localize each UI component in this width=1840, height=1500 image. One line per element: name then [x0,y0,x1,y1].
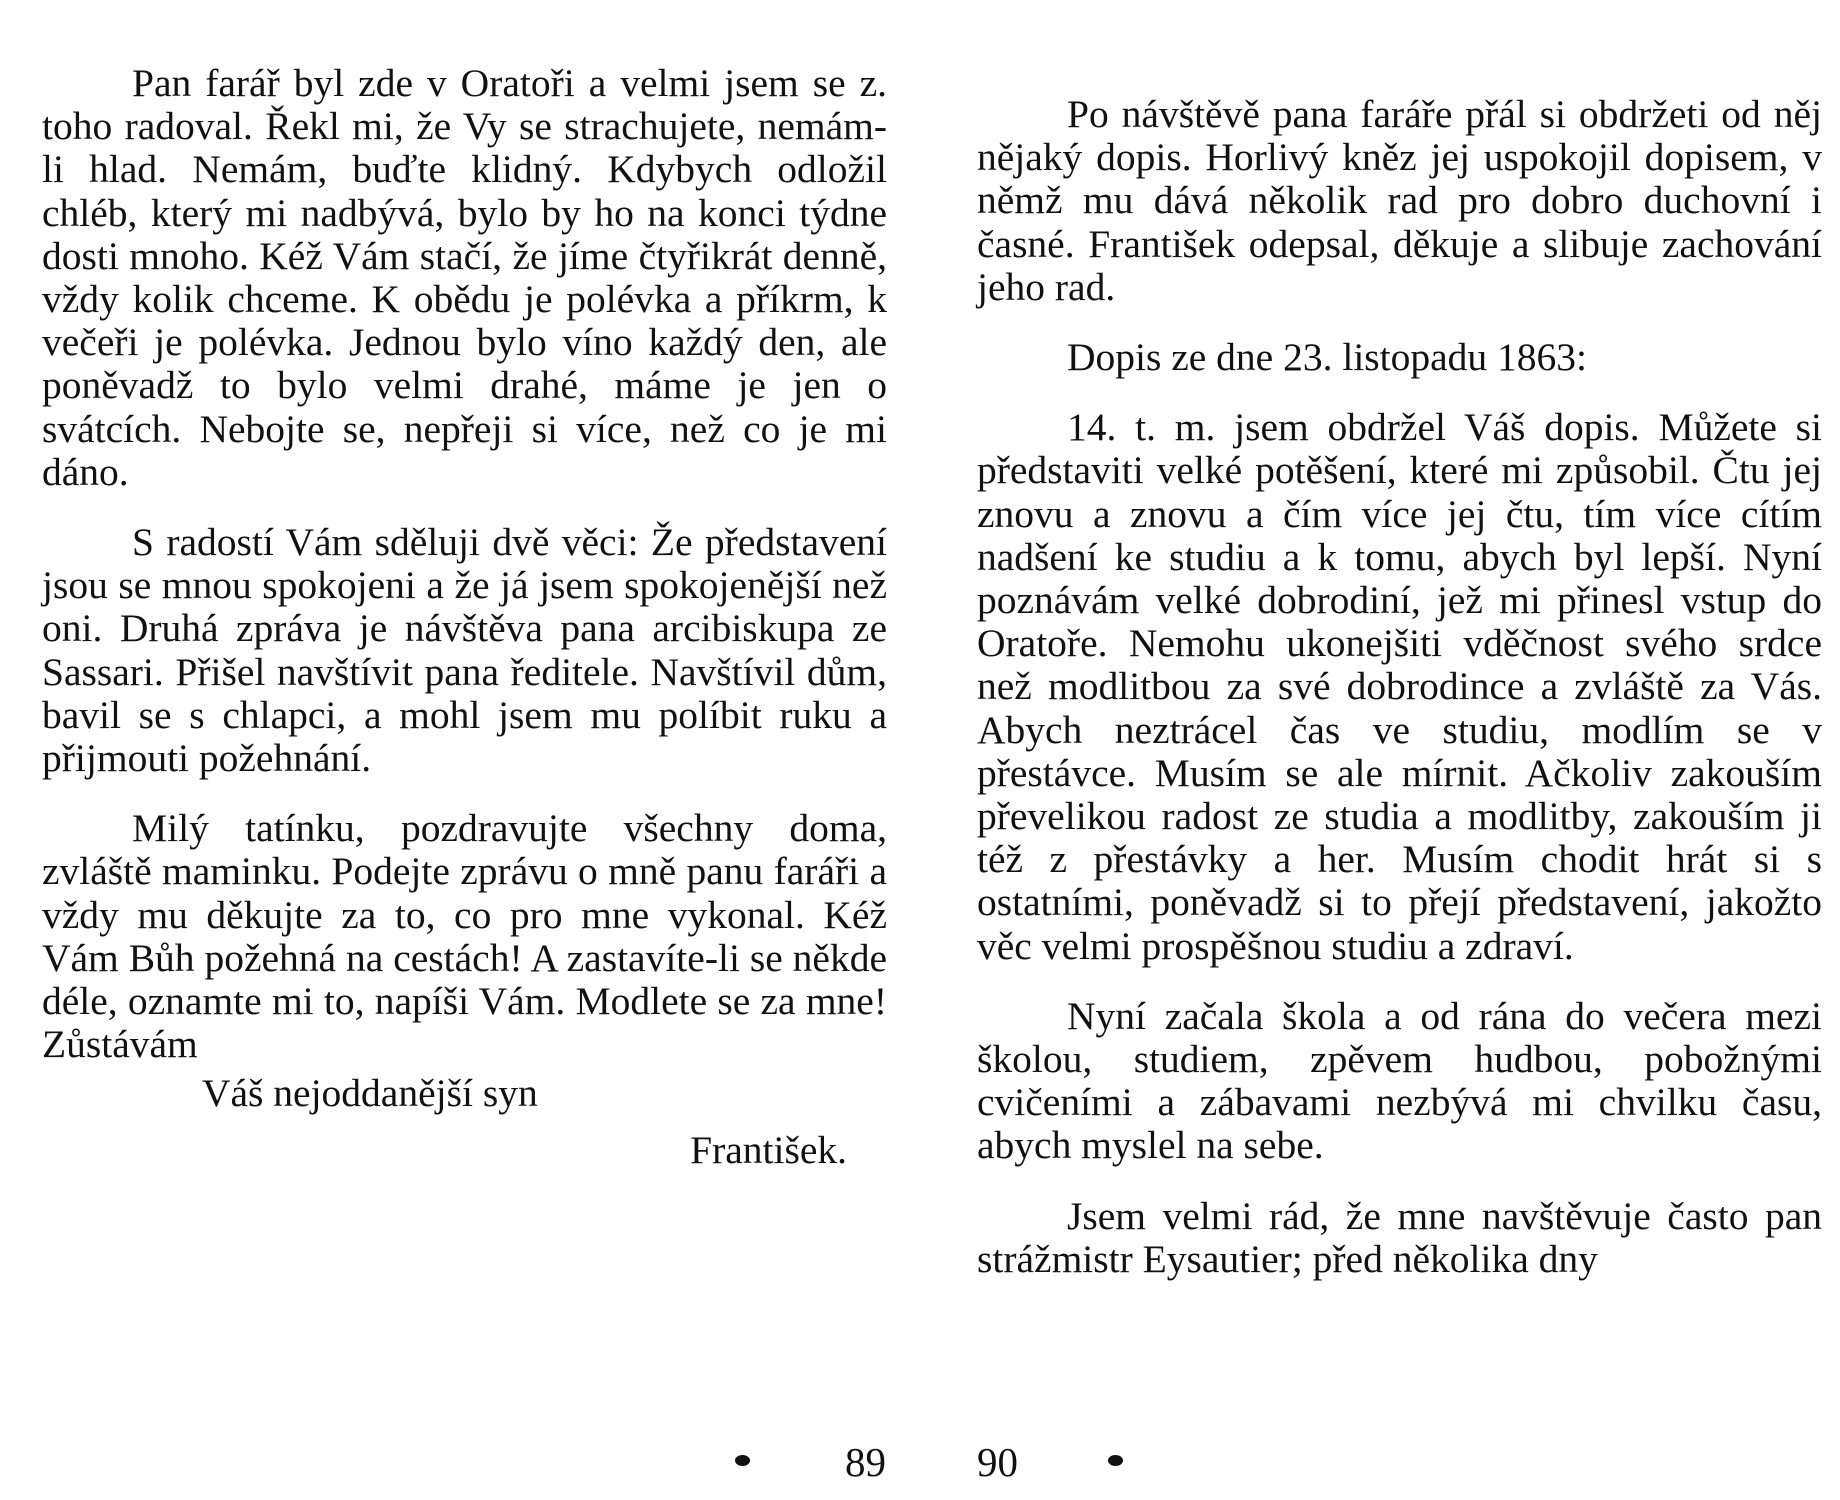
left-page-bullet-mark [735,1455,750,1466]
right-paragraph-1: Po návštěvě pana faráře přál si obdržeti od něj nějaký dopis. Horlivý kněz jej uspokojil dopisem, v němž mu dává několik rad pro dobro duchovní i časné. František odepsal, děkuje a slibuje zachování jeho rad. [977,92,1822,309]
letter-date-heading: Dopis ze dne 23. listopadu 1863: [1067,335,1588,380]
right-page [977,93,1822,1308]
left-paragraph-2: S radostí Vám sděluji dvě věci: Že představení jsou se mnou spokojeni a že já jsem spokojenější než oni. Druhá zpráva je návštěva pana arcibiskupa ze Sassari. Přišel navštívit pana ředitele. Navštívil dům, bavil se s chlapci, a mohl jsem mu políbit ruku a přijmouti požehnání. [42,520,887,781]
letter-signature: František. [690,1128,847,1173]
left-paragraph-3: Milý tatínku, pozdravujte všechny doma, zvláště maminku. Podejte zprávu o mně panu faráři a vždy mu děkujte za to, co pro mne vykonal. Kéž Vám Bůh požehná na cestách! A zastavíte-li se někde déle, oznamte mi to, napíši Vám. Modlete se za mne! Zůstávám [42,806,887,1067]
left-paragraph-1: Pan farář byl zde v Oratoři a velmi jsem se z. toho radoval. Řekl mi, že Vy se strachujete, nemám-li hlad. Nemám, buďte klidný. Kdybych odložil chléb, který mi nadbývá, bylo by ho na konci týdne dosti mnoho. Kéž Vám stačí, že jíme čtyřikrát denně, vždy kolik chceme. K obědu je polévka a příkrm, k večeři je polévka. Jednou bylo víno každý den, ale poněvadž to bylo velmi drahé, máme je jen o svátcích. Nebojte se, nepřeji si více, než co je mi dáno. [42,61,887,494]
left-page [42,62,887,1180]
right-paragraph-3: Nyní začala škola a od rána do večera mezi školou, studiem, zpěvem hudbou, pobožnými cvičeními a zábavami nezbývá mi chvilku času, abych myslel na sebe. [977,993,1822,1168]
right-page-bullet-mark [1108,1455,1123,1466]
right-paragraph-2: 14. t. m. jsem obdržel Váš dopis. Můžete si představiti velké potěšení, které mi způsobil. Čtu jej znovu a znovu a čím více jej čtu, tím více cítím nadšení ke studiu a k tomu, abych byl lepší. Nyní poznávám velké dobrodiní, jež mi přinesl vstup do Oratoře. Nemohu ukonejšiti vděčnost svého srdce než modlitbou za své dobrodince a zvláště za Vás. Abych neztrácel čas ve studiu, modlím se v přestávce. Musím se ale mírnit. Ačkoliv zakouším převelikou radost ze studia a modlitby, zakouším ji též z přestávky a her. Musím chodit hrát si s ostatními, poněvadž si to přejí představení, jakožto věc velmi prospěšnou studiu a zdraví. [977,405,1822,968]
letter-signoff: Váš nejoddanější syn [202,1071,538,1116]
right-page-number: 90 [977,1439,1018,1485]
right-paragraph-4: Jsem velmi rád, že mne navštěvuje často pan strážmistr Eysautier; před několika dny [977,1193,1822,1281]
left-page-number: 89 [845,1439,886,1485]
